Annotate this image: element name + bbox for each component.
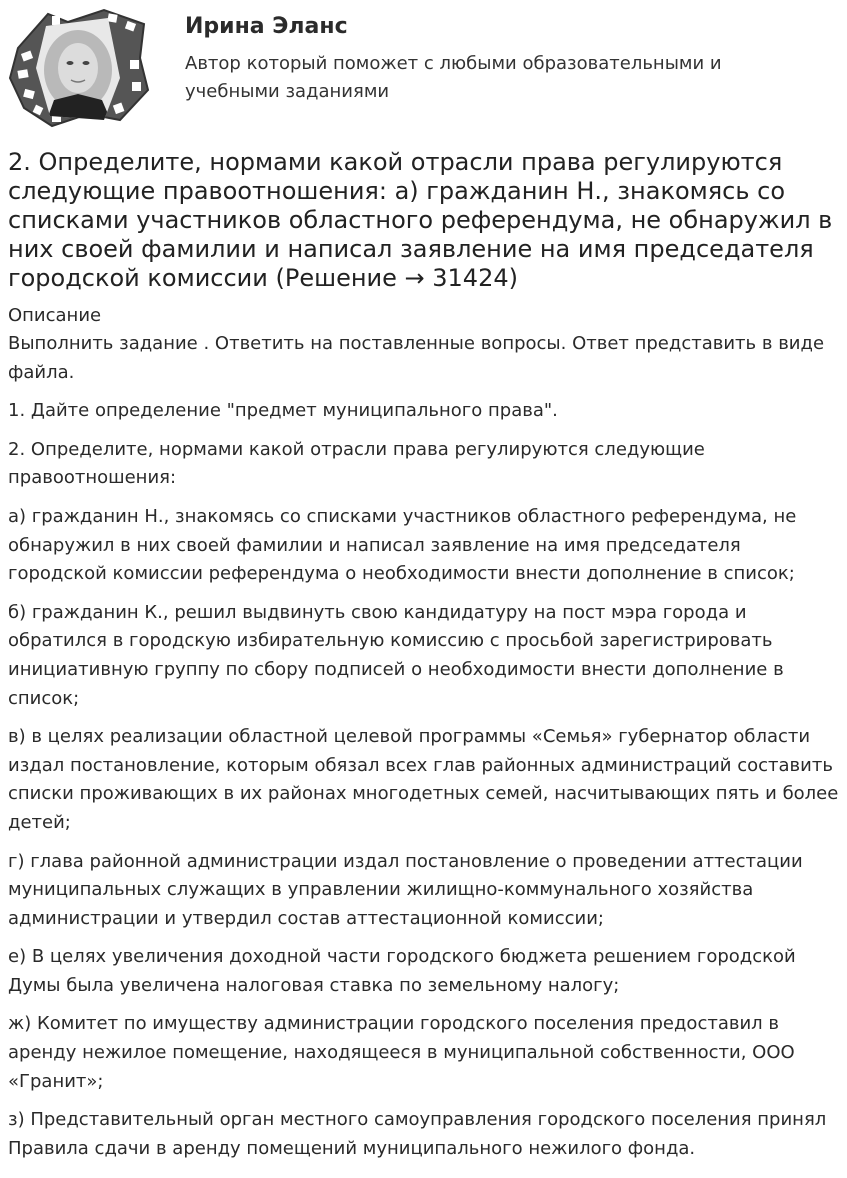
task-paragraph: 1. Дайте определение "предмет муниципального права". (8, 400, 558, 422)
task-paragraph: ж) Комитет по имуществу администрации городского поселения предоставил в аренду нежилое помещение, находящееся в муниципальной собственности, ООО «Гранит»; (8, 1013, 795, 1092)
author-name: Ирина Эланс (185, 14, 348, 39)
task-content (8, 148, 843, 1173)
task-paragraph: е) В целях увеличения доходной части городского бюджета решением городской Думы была увеличена налоговая ставка по земельному налогу; (8, 946, 796, 996)
page-title: 2. Определите, нормами какой отрасли права регулируются следующие правоотношения: а) гражданин Н., знакомясь со списками участников областного референдума, не обнаружил в них своей фамилии и написал заявление на имя председателя городской комиссии (Решение → 31424) (8, 148, 833, 292)
task-paragraph: б) гражданин К., решил выдвинуть свою кандидатуру на пост мэра города и обратился в городскую избирательную комиссию с просьбой зарегистрировать инициативную группу по сбору подписей о необходимости внести дополнение в список; (8, 601, 784, 709)
task-paragraph: г) глава районной администрации издал постановление о проведении аттестации муниципальных служащих в управлении жилищно-коммунального хозяйства администрации и утвердил состав аттестационной комиссии; (8, 850, 803, 929)
author-bio: Автор который поможет с любыми образовательными и учебными заданиями (185, 53, 722, 102)
task-paragraph: а) гражданин Н., знакомясь со списками участников областного референдума, не обнаружил в них своей фамилии и написал заявление на имя председателя городской комиссии референдума о необходимости внести дополнение в список; (8, 505, 797, 585)
author-card (0, 0, 847, 140)
task-paragraph: 2. Определите, нормами какой отрасли права регулируются следующие правоотношения: (8, 438, 705, 489)
description-label: Описание (8, 305, 102, 326)
author-avatar (8, 8, 150, 128)
task-paragraph: Выполнить задание . Ответить на поставленные вопросы. Ответ представить в виде файла. (8, 333, 825, 383)
task-paragraph: в) в целях реализации областной целевой программы «Семья» губернатор области издал постановление, которым обязал всех глав районных администраций составить списки проживающих в их районах многодетных семей, насчитывающих пять и более детей; (8, 726, 839, 833)
task-paragraph: з) Представительный орган местного самоуправления городского поселения принял Правила сдачи в аренду помещений муниципального нежилого фонда. (8, 1109, 827, 1159)
